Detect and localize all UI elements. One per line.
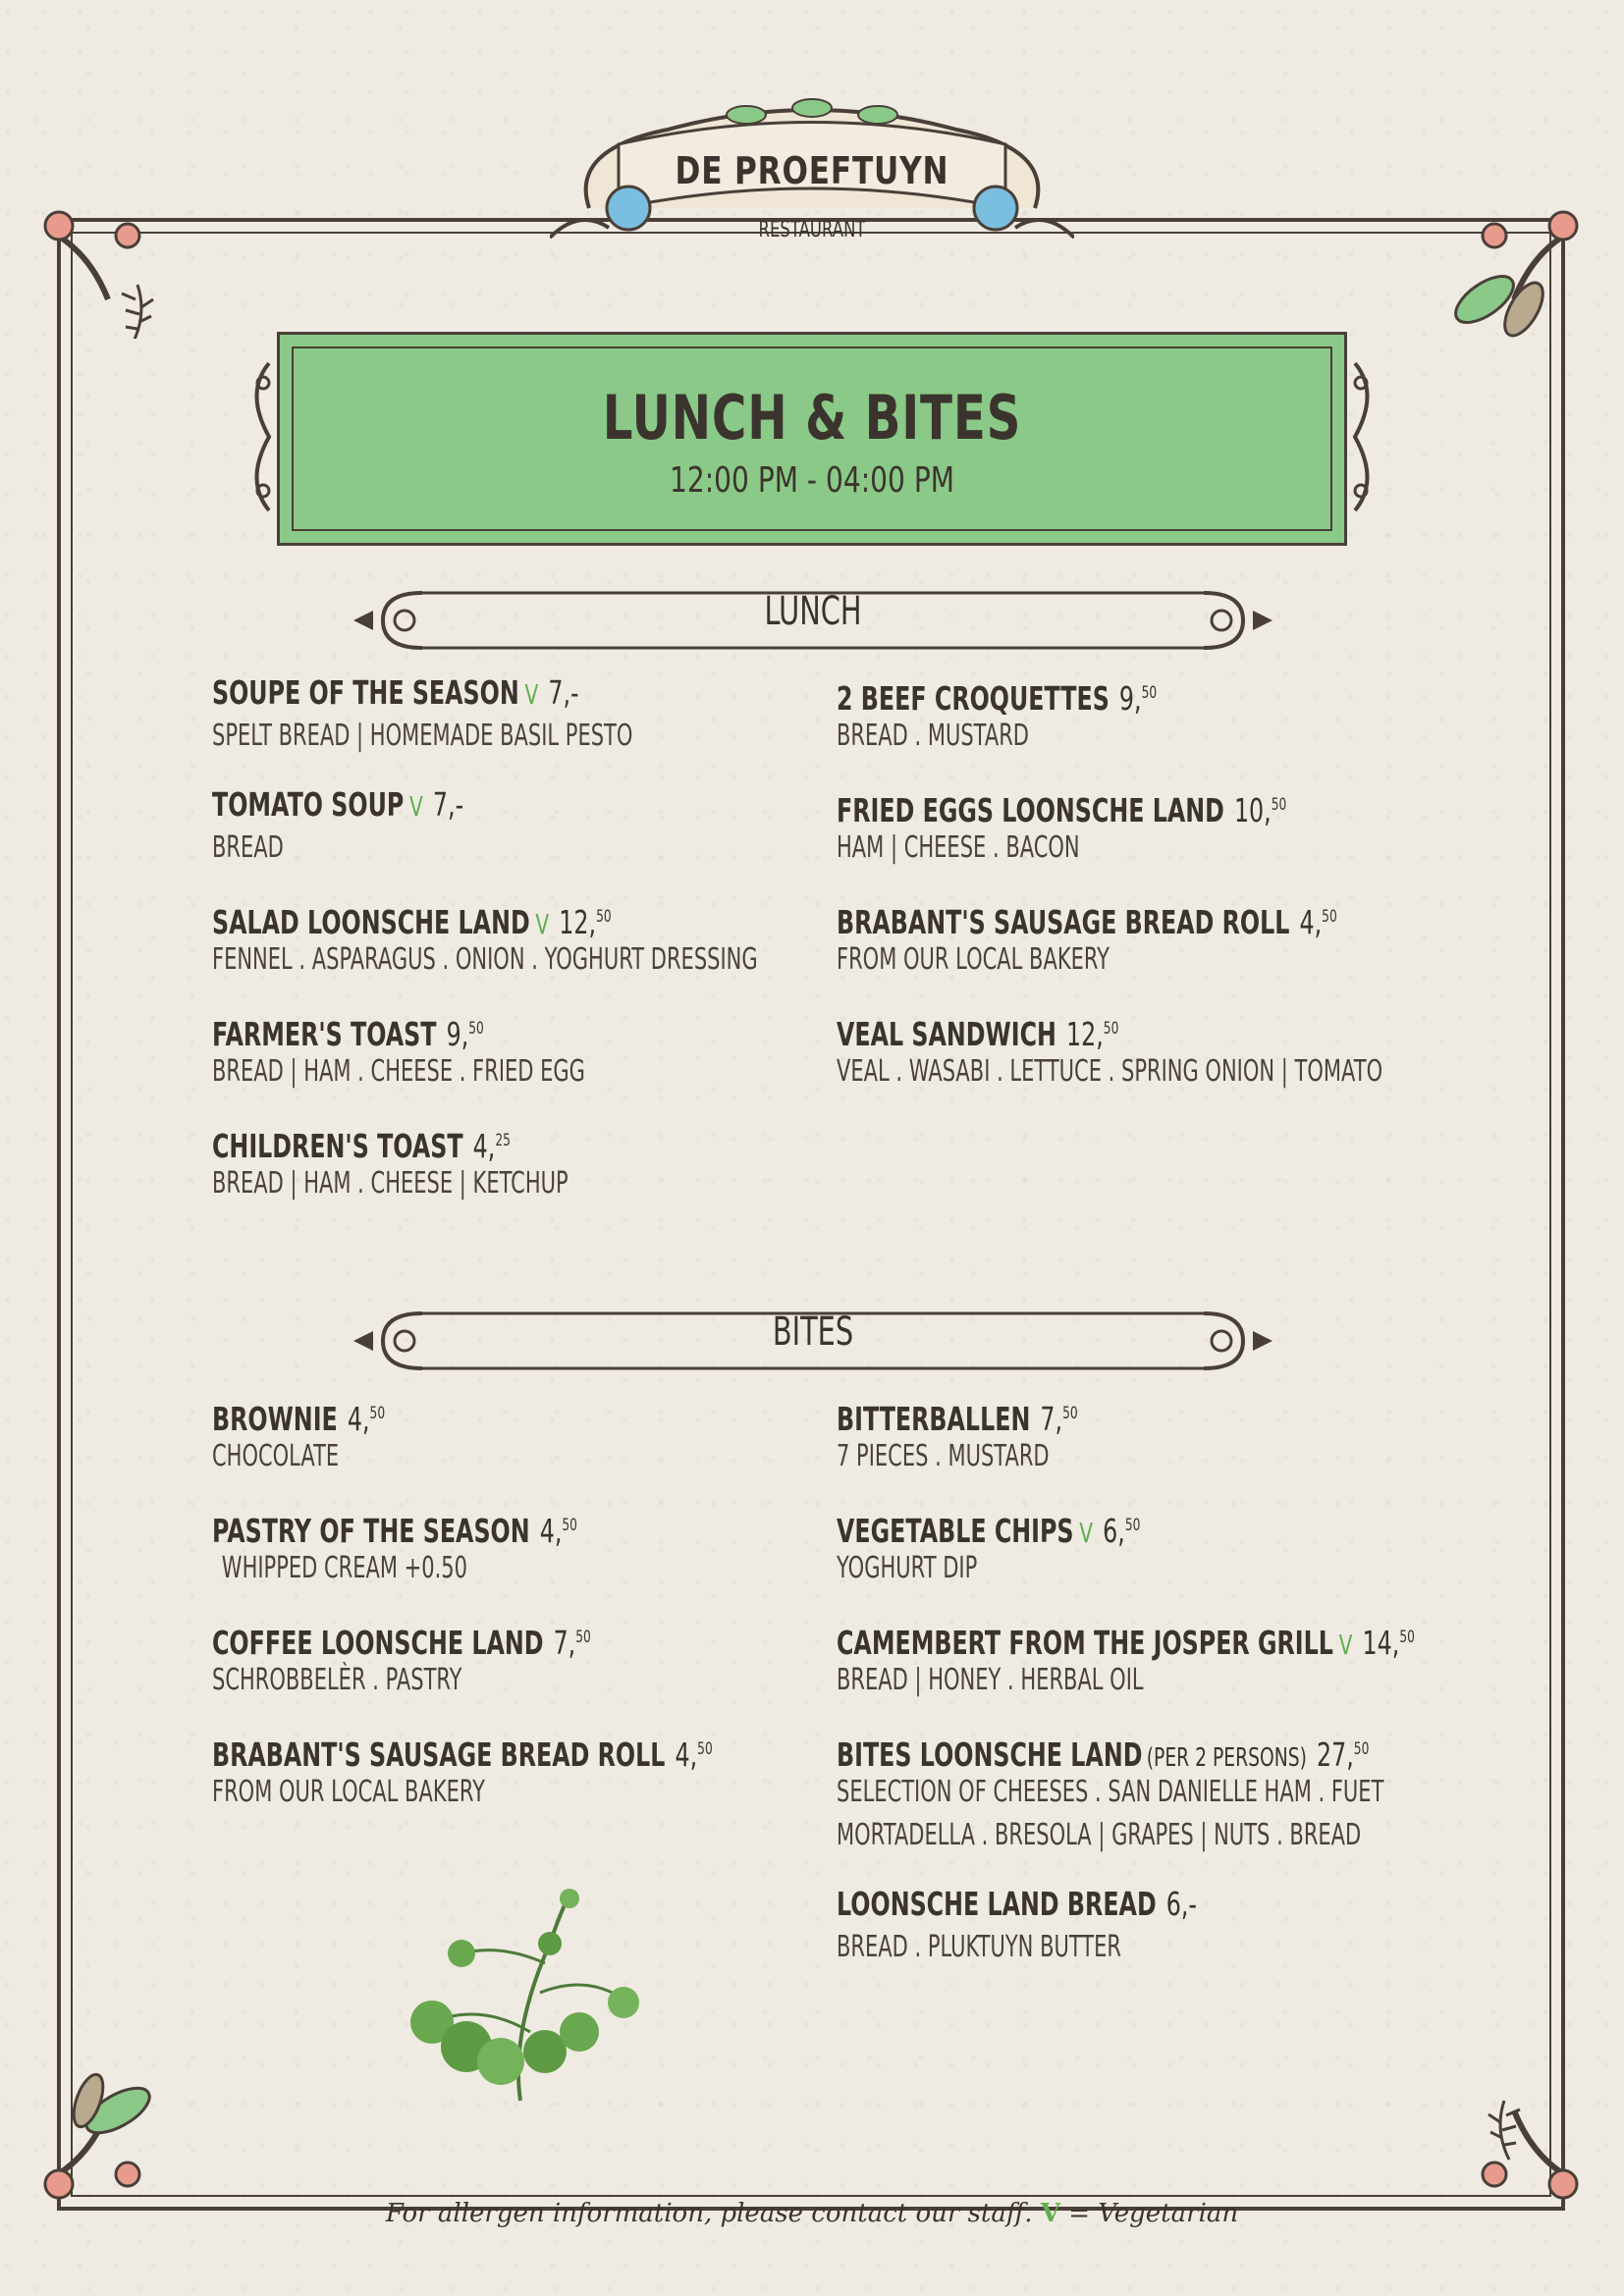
item-price: 7,50 [1040, 1400, 1078, 1438]
section-header-lunch [353, 581, 1272, 660]
corner-ornament-bottom-right [1445, 2071, 1593, 2218]
menu-item [837, 783, 1465, 870]
menu-item [212, 895, 840, 982]
item-name: FRIED EGGS LOONSCHE LAND [837, 791, 1224, 829]
restaurant-logo [550, 90, 1074, 267]
banner-scroll-left [240, 353, 279, 520]
menu-item [212, 1007, 840, 1094]
item-price: 4,50 [347, 1400, 386, 1438]
corner-ornament-top-left [29, 191, 177, 339]
item-name: 2 BEEF CROQUETTES [837, 679, 1110, 718]
item-price: 4,50 [675, 1735, 713, 1774]
item-name: BRABANT'S SAUSAGE BREAD ROLL [212, 1735, 666, 1774]
item-name: FARMER'S TOAST [212, 1015, 437, 1053]
menu-item [837, 1504, 1465, 1590]
vegetarian-icon: V [1338, 1629, 1353, 1661]
item-qualifier: (PER 2 PERSONS) [1146, 1743, 1307, 1773]
menu-item [837, 1616, 1465, 1702]
item-name: SOUPE OF THE SEASON [212, 673, 519, 712]
item-description: 7 PIECES . MUSTARD [837, 1439, 1050, 1473]
item-description: FROM OUR LOCAL BAKERY [837, 942, 1110, 977]
item-description: BREAD . MUSTARD [837, 719, 1029, 753]
item-description-line-2: MORTADELLA . BRESOLA | GRAPES | NUTS . BREAD [837, 1818, 1362, 1852]
item-name: PASTRY OF THE SEASON [212, 1512, 530, 1550]
vegetarian-icon: V [409, 790, 423, 823]
item-price: 6,- [1165, 1885, 1198, 1923]
section-title-bites: BITES [772, 1309, 854, 1355]
restaurant-name: DE PROEFTUYN [675, 149, 949, 192]
item-name: CHILDREN'S TOAST [212, 1127, 463, 1165]
item-name: VEGETABLE CHIPS [837, 1512, 1074, 1550]
vegetarian-icon: V [1040, 2199, 1061, 2228]
item-price: 4,25 [472, 1127, 511, 1165]
corner-ornament-top-right [1445, 191, 1593, 339]
item-price: 6,50 [1103, 1512, 1141, 1550]
banner-scroll-right [1345, 353, 1384, 520]
item-description: BREAD | HAM . CHEESE | KETCHUP [212, 1166, 568, 1201]
allergen-footer [0, 2199, 1624, 2228]
item-price: 7,50 [553, 1624, 591, 1662]
menu-item [837, 1392, 1465, 1478]
item-price: 4,50 [539, 1512, 577, 1550]
menu-item [212, 1392, 840, 1478]
item-price: 4,50 [1299, 903, 1337, 941]
item-price: 12,50 [559, 903, 612, 941]
item-price: 7,- [432, 785, 464, 824]
item-name: TOMATO SOUP [212, 785, 405, 824]
bites-column-left [212, 1392, 840, 1840]
bites-column-right [837, 1392, 1465, 1995]
item-description: FROM OUR LOCAL BAKERY [212, 1775, 485, 1809]
item-description: BREAD | HONEY . HERBAL OIL [837, 1663, 1144, 1697]
item-description: YOGHURT DIP [837, 1551, 978, 1585]
section-header-bites [353, 1302, 1272, 1380]
item-description: FENNEL . ASPARAGUS . ONION . YOGHURT DRESSING [212, 942, 758, 977]
item-description: CHOCOLATE [212, 1439, 340, 1473]
item-price: 12,50 [1065, 1015, 1119, 1053]
vegetarian-icon: V [1079, 1517, 1094, 1549]
lunch-column-right [837, 671, 1465, 1119]
menu-item [837, 895, 1465, 982]
vegetarian-legend: = Vegetarian [1068, 2199, 1239, 2228]
menu-item [837, 1007, 1465, 1094]
item-description: BREAD | HAM . CHEESE . FRIED EGG [212, 1054, 585, 1089]
vegetarian-icon: V [535, 908, 550, 940]
menu-item [212, 1504, 840, 1590]
item-description: BREAD [212, 830, 284, 865]
menu-item [212, 1616, 840, 1702]
item-name: BRABANT'S SAUSAGE BREAD ROLL [837, 903, 1290, 941]
section-title-lunch: LUNCH [764, 589, 862, 634]
menu-title: LUNCH & BITES [602, 382, 1022, 454]
title-banner [277, 332, 1347, 546]
item-name: SALAD LOONSCHE LAND [212, 903, 530, 941]
item-description: BREAD . PLUKTUYN BUTTER [837, 1930, 1121, 1964]
item-description: HAM | CHEESE . BACON [837, 830, 1080, 865]
item-name: LOONSCHE LAND BREAD [837, 1885, 1157, 1923]
item-name: BITES LOONSCHE LAND [837, 1735, 1143, 1774]
item-price: 9,50 [1118, 679, 1158, 718]
item-price: 9,50 [446, 1015, 484, 1053]
item-description: SPELT BREAD | HOMEMADE BASIL PESTO [212, 719, 633, 753]
item-price: 14,50 [1362, 1624, 1415, 1662]
item-price: 27,50 [1316, 1735, 1370, 1774]
menu-item [837, 671, 1465, 758]
menu-item [212, 1119, 840, 1205]
menu-item [212, 671, 840, 758]
item-description: VEAL . WASABI . LETTUCE . SPRING ONION | TOMATO [837, 1054, 1383, 1089]
herb-sprig-image [373, 1885, 658, 2110]
vegetarian-icon: V [524, 678, 539, 711]
item-price: 10,50 [1233, 791, 1287, 829]
restaurant-subtitle: RESTAURANT [758, 218, 866, 242]
item-name: BROWNIE [212, 1400, 338, 1438]
item-description: SCHROBBELÈR . PASTRY [212, 1663, 462, 1697]
item-name: BITTERBALLEN [837, 1400, 1031, 1438]
lunch-column-left [212, 671, 840, 1231]
item-description: WHIPPED CREAM +0.50 [221, 1551, 468, 1585]
menu-item [212, 783, 840, 870]
item-description: SELECTION OF CHEESES . SAN DANIELLE HAM . FUET [837, 1775, 1384, 1809]
item-price: 7,- [548, 673, 579, 712]
menu-item [837, 1883, 1465, 1969]
menu-item [212, 1728, 840, 1814]
corner-ornament-bottom-left [29, 2071, 177, 2218]
item-name: COFFEE LOONSCHE LAND [212, 1624, 544, 1662]
menu-hours: 12:00 PM - 04:00 PM [669, 460, 954, 501]
item-name: CAMEMBERT FROM THE JOSPER GRILL [837, 1624, 1333, 1662]
menu-item [837, 1728, 1465, 1857]
item-name: VEAL SANDWICH [837, 1015, 1056, 1053]
allergen-note: For allergen information, please contact our staff. [385, 2199, 1033, 2228]
